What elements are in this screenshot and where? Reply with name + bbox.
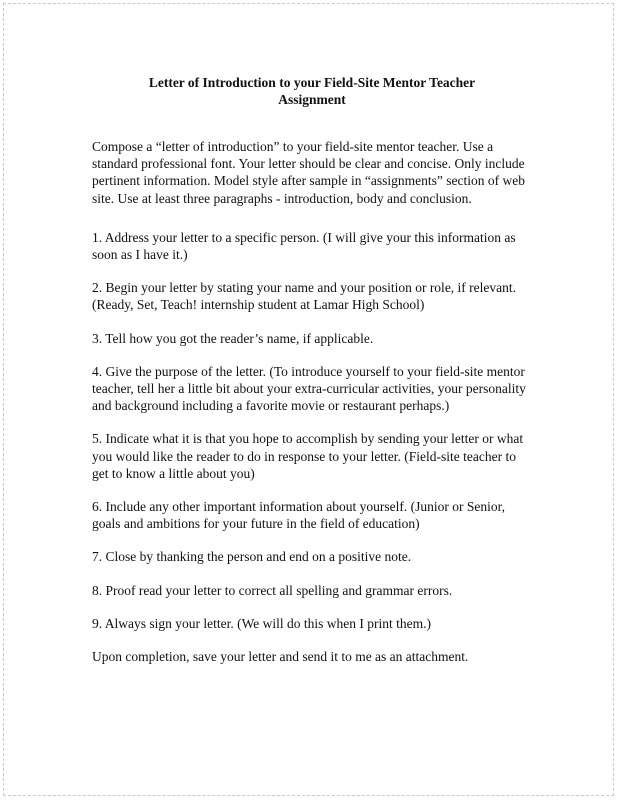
step-8: 8. Proof read your letter to correct all spelling and grammar errors. <box>92 582 453 598</box>
closing-paragraph: Upon completion, save your letter and send it to me as an attachment. <box>92 649 469 665</box>
document-title <box>92 74 532 108</box>
step-6: 6. Include any other important information about yourself. (Junior or Senior, goals and ambitions for your future in the field of education) <box>92 499 505 532</box>
step-5: 5. Indicate what it is that you hope to accomplish by sending your letter or what you would like the reader to do in response to your letter. (Field-site teacher to get to know a little about you) <box>92 431 524 481</box>
title-line-2: Assignment <box>278 92 346 107</box>
step-1: 1. Address your letter to a specific person. (I will give your this information as soon as I have it.) <box>92 229 516 263</box>
step-9: 9. Always sign your letter. (We will do this when I print them.) <box>92 615 431 631</box>
title-line-1: Letter of Introduction to your Field-Site Mentor Teacher <box>148 75 476 90</box>
step-4: 4. Give the purpose of the letter. (To introduce yourself to your field-site mentor teacher, tell her a little bit about your extra-curricular activities, your personality and background including a favorite movie or restaurant perhaps.) <box>92 363 526 414</box>
step-3: 3. Tell how you got the reader’s name, if applicable. <box>92 330 374 346</box>
step-2: 2. Begin your letter by stating your name and your position or role, if relevant. (Ready, Set, Teach! internship student at Lamar High School) <box>92 280 517 313</box>
intro-paragraph: Compose a “letter of introduction” to your field-site mentor teacher. Use a standard professional font. Your letter should be clear and concise. Only include pertinent information. Model style after sample in “assignments” section of web site. Use at least three paragraphs - introduction, body and conclusion. <box>92 139 526 206</box>
document-body <box>92 74 532 665</box>
step-7: 7. Close by thanking the person and end on a positive note. <box>92 549 412 565</box>
